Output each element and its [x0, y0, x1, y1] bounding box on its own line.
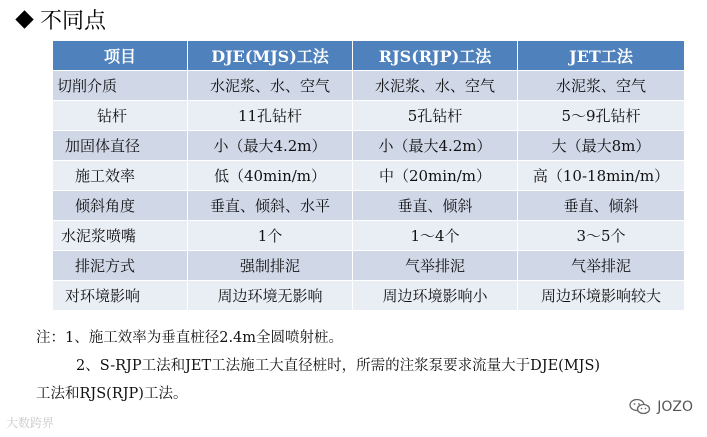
row-label: 倾斜角度	[53, 191, 188, 221]
cell-jet: 高（10-18min/m）	[518, 161, 685, 191]
cell-dje: 垂直、倾斜、水平	[188, 191, 353, 221]
row-label: 切削介质	[53, 71, 188, 101]
watermark-left-text: 大数跨界	[6, 416, 55, 430]
cell-jet: 周边环境影响较大	[518, 281, 685, 311]
cell-jet: 气举排泥	[518, 251, 685, 281]
note-line-2: 2、S-RJP工法和JET工法施工大直径桩时，所需的注浆泵要求流量大于DJE(MJS)	[76, 358, 601, 374]
table-notes	[36, 324, 696, 408]
diamond-bullet-icon	[15, 10, 33, 28]
table-row	[53, 71, 685, 101]
cell-dje: 11孔钻杆	[188, 101, 353, 131]
cell-dje: 强制排泥	[188, 251, 353, 281]
heading-text: 不同点	[40, 8, 107, 34]
cell-jet: 5～9孔钻杆	[518, 101, 685, 131]
cell-jet: 水泥浆、空气	[518, 71, 685, 101]
cell-rjs: 气举排泥	[353, 251, 518, 281]
cell-rjs: 垂直、倾斜	[353, 191, 518, 221]
table-row	[53, 221, 685, 251]
table-row	[53, 131, 685, 161]
note-line-3: 工法和RJS(RJP)工法。	[36, 386, 188, 402]
table-row	[53, 161, 685, 191]
row-label: 排泥方式	[53, 251, 188, 281]
cell-jet: 3～5个	[518, 221, 685, 251]
cell-dje: 周边环境无影响	[188, 281, 353, 311]
cell-rjs: 水泥浆、水、空气	[353, 71, 518, 101]
watermark-left	[6, 414, 54, 431]
watermark-right	[629, 398, 693, 416]
section-heading	[14, 2, 106, 36]
table-header-row	[53, 41, 685, 71]
cell-rjs: 5孔钻杆	[353, 101, 518, 131]
header-jet: JET工法	[518, 41, 685, 71]
table-row	[53, 281, 685, 311]
cell-rjs: 周边环境影响小	[353, 281, 518, 311]
table-row	[53, 101, 685, 131]
cell-rjs: 小（最大4.2m）	[353, 131, 518, 161]
row-label: 加固体直径	[53, 131, 188, 161]
cell-rjs: 1～4个	[353, 221, 518, 251]
row-label: 施工效率	[53, 161, 188, 191]
header-rjs: RJS(RJP)工法	[353, 41, 518, 71]
table-row	[53, 191, 685, 221]
cell-dje: 小（最大4.2m）	[188, 131, 353, 161]
header-dje: DJE(MJS)工法	[188, 41, 353, 71]
row-label: 水泥浆喷嘴	[53, 221, 188, 251]
watermark-right-text: JOZO	[657, 399, 693, 415]
row-label: 对环境影响	[53, 281, 188, 311]
table-row	[53, 251, 685, 281]
cell-jet: 大（最大8m）	[518, 131, 685, 161]
row-label: 钻杆	[53, 101, 188, 131]
cell-dje: 低（40min/m）	[188, 161, 353, 191]
cell-jet: 垂直、倾斜	[518, 191, 685, 221]
cell-rjs: 中（20min/m）	[353, 161, 518, 191]
cell-dje: 水泥浆、水、空气	[188, 71, 353, 101]
cell-dje: 1个	[188, 221, 353, 251]
wechat-icon	[629, 398, 651, 416]
header-item: 项目	[53, 41, 188, 71]
comparison-table	[52, 40, 685, 311]
note-line-1: 注：1、施工效率为垂直桩径2.4m全圆喷射桩。	[36, 330, 344, 346]
